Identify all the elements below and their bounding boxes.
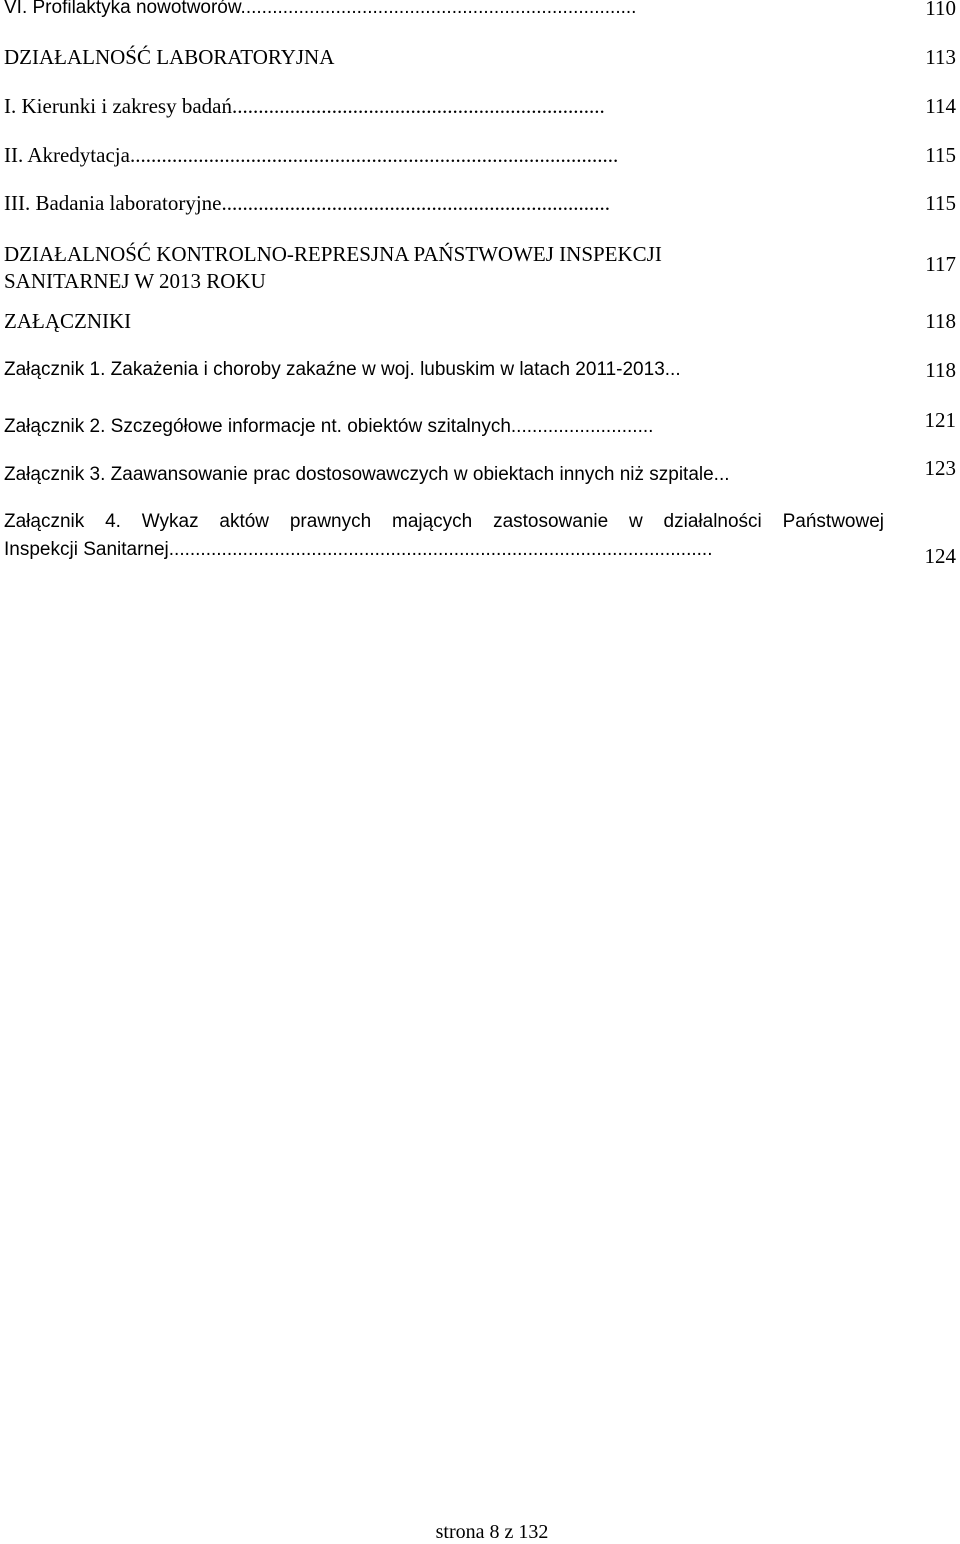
toc-entry-page: 113	[925, 45, 956, 69]
toc-entry-title: Załącznik 2. Szczegółowe informacje nt. obiektów szitalnych...........................	[4, 416, 654, 437]
toc-entry-page: 123	[924, 456, 956, 480]
toc-entry-page: 118	[925, 358, 956, 382]
toc-entry-title: DZIAŁALNOŚĆ LABORATORYJNA	[4, 45, 335, 69]
toc-entry-page: 114	[925, 94, 956, 118]
toc-entry-title: VI. Profilaktyka nowotworów...........................................................................	[4, 0, 637, 18]
toc-entry-title: I. Kierunki i zakresy badań.......................................................................	[4, 94, 605, 118]
toc-entry-title: III. Badania laboratoryjne..........................................................................	[4, 191, 610, 215]
toc-entry-title: II. Akredytacja.............................................................................................	[4, 143, 619, 167]
toc-entry-page: 121	[924, 408, 956, 432]
toc-entry-title: ZAŁĄCZNIKI	[4, 309, 132, 333]
toc-entry-title	[4, 508, 886, 564]
toc-entry-page: 117	[925, 252, 956, 276]
toc-entry-title-line2: SANITARNEJ W 2013 ROKU	[4, 269, 266, 293]
toc-entry-title: Załącznik 1. Zakażenia i choroby zakaźne w woj. lubuskim w latach 2011-2013...	[4, 359, 681, 380]
toc-entry-page: 115	[925, 191, 956, 215]
toc-entry-title	[4, 241, 884, 295]
toc-entry-page: 118	[925, 309, 956, 333]
toc-entry-title: Załącznik 3. Zaawansowanie prac dostosowawczych w obiektach innych niż szpitale...	[4, 464, 730, 485]
toc-entry-title-line1: DZIAŁALNOŚĆ KONTROLNO-REPRESJNA PAŃSTWOWEJ INSPEKCJI	[4, 242, 662, 266]
toc-entry-title-line1: Załącznik 4. Wykaz aktów prawnych mających zastosowanie w działalności Państwowej	[4, 511, 884, 532]
page-footer: strona 8 z 132	[435, 1521, 549, 1543]
toc-entry-page: 110	[925, 0, 956, 20]
toc-entry-title-line2: Inspekcji Sanitarnej.......................................................................................................	[4, 539, 713, 560]
toc-entry-page: 124	[924, 544, 956, 568]
toc-entry-page: 115	[925, 143, 956, 167]
